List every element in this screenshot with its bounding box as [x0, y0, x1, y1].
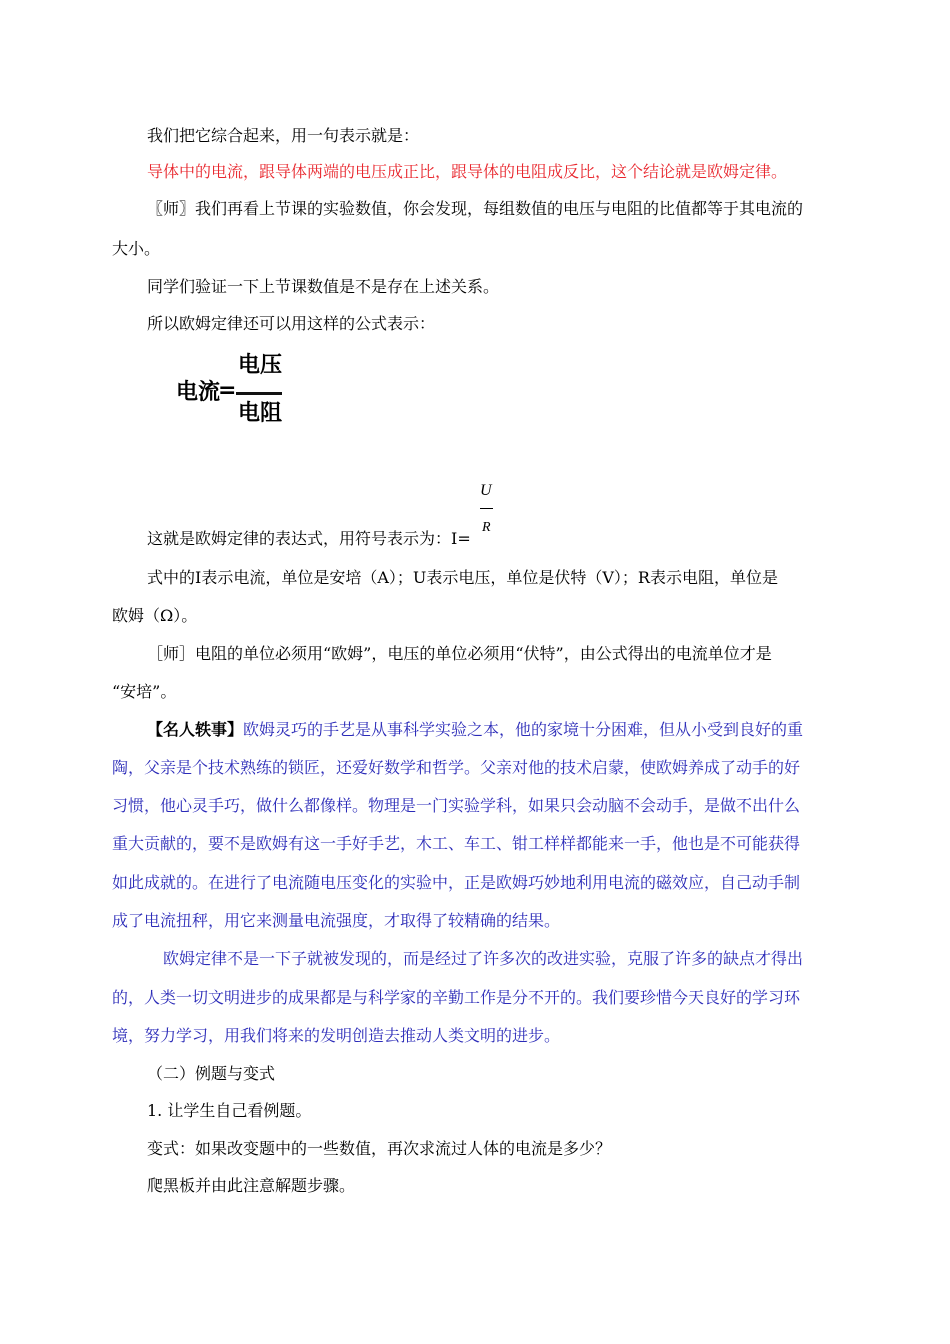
- anecdote-line-5: 如此成就的。在进行了电流随电压变化的实验中，正是欧姆巧妙地利用电流的磁效应，自己动手制: [112, 873, 801, 892]
- para-summary-intro: 我们把它综合起来，用一句表示就是：: [147, 126, 420, 145]
- formula-current-label: 电流: [176, 380, 221, 405]
- teacher-remark-line-2: 大小。: [112, 239, 161, 258]
- symbol-fraction-bar: [480, 508, 493, 509]
- formula-intro: 所以欧姆定律还可以用这样的公式表示：: [147, 314, 436, 333]
- anecdote-label: 【名人轶事】: [147, 720, 244, 739]
- formula-resistance-label: 电阻: [238, 401, 283, 426]
- word-formula-image: [172, 352, 300, 440]
- formula-fraction-bar: [236, 392, 282, 395]
- teacher-remark-line-1: 〖师〗我们再看上节课的实验数值，你会发现，每组数值的电压与电阻的比值都等于其电流的: [147, 199, 804, 218]
- discovery-para-line-1: 欧姆定律不是一下子就被发现的，而是经过了许多次的改进实验，克服了许多的缺点才得出: [163, 949, 804, 968]
- section-heading-examples: （二）例题与变式: [147, 1064, 276, 1083]
- anecdote-line-2: 陶，父亲是个技术熟练的锁匠，还爱好数学和哲学。父亲对他的技术启蒙，使欧姆养成了动手的好: [112, 758, 801, 777]
- anecdote-line-6: 成了电流扭秤，用它来测量电流强度，才取得了较精确的结果。: [112, 911, 561, 930]
- symbol-resistance-r: R: [482, 520, 491, 535]
- units-explanation-line-1: 式中的I表示电流，单位是安培（A）；U表示电压，单位是伏特（V）；R表示电阻，单位是: [147, 568, 778, 587]
- anecdote-line-3: 习惯，他心灵手巧，做什么都像样。物理是一门实验学科，如果只会动脑不会动手，是做不出什么: [112, 796, 801, 815]
- symbol-expression-line: 这就是欧姆定律的表达式，用符号表示为：I=: [147, 529, 471, 548]
- teacher-units-note-line-2: “安培”。: [112, 682, 177, 701]
- anecdote-line-4: 重大贡献的，要不是欧姆有这一手好手艺，木工、车工、钳工样样都能来一手，他也是不可能获得: [112, 834, 801, 853]
- verify-instruction: 同学们验证一下上节课数值是不是存在上述关系。: [147, 277, 500, 296]
- variation-question: 变式：如果改变题中的一些数值，再次求流过人体的电流是多少？: [147, 1139, 612, 1158]
- discovery-para-line-3: 境，努力学习，用我们将来的发明创造去推动人类文明的进步。: [112, 1026, 561, 1045]
- anecdote-line-1: [147, 719, 803, 741]
- example-item-1: 1. 让学生自己看例题。: [147, 1101, 312, 1120]
- teacher-units-note-line-1: ［师］电阻的单位必须用“欧姆”，电压的单位必须用“伏特”，由公式得出的电流单位才是: [147, 644, 772, 663]
- blackboard-note: 爬黑板并由此注意解题步骤。: [147, 1176, 356, 1195]
- units-explanation-line-2: 欧姆（Ω）。: [112, 606, 198, 625]
- discovery-para-line-2: 的，人类一切文明进步的成果都是与科学家的辛勤工作是分不开的。我们要珍惜今天良好的学习环: [112, 988, 801, 1007]
- formula-equals-sign: =: [218, 378, 237, 403]
- ohms-law-statement: 导体中的电流，跟导体两端的电压成正比，跟导体的电阻成反比，这个结论就是欧姆定律。: [147, 162, 788, 181]
- symbol-voltage-u: U: [480, 482, 492, 499]
- formula-voltage-label: 电压: [238, 353, 283, 378]
- anecdote-text-start: 欧姆灵巧的手艺是从事科学实验之本，他的家境十分困难，但从小受到良好的重: [243, 720, 804, 739]
